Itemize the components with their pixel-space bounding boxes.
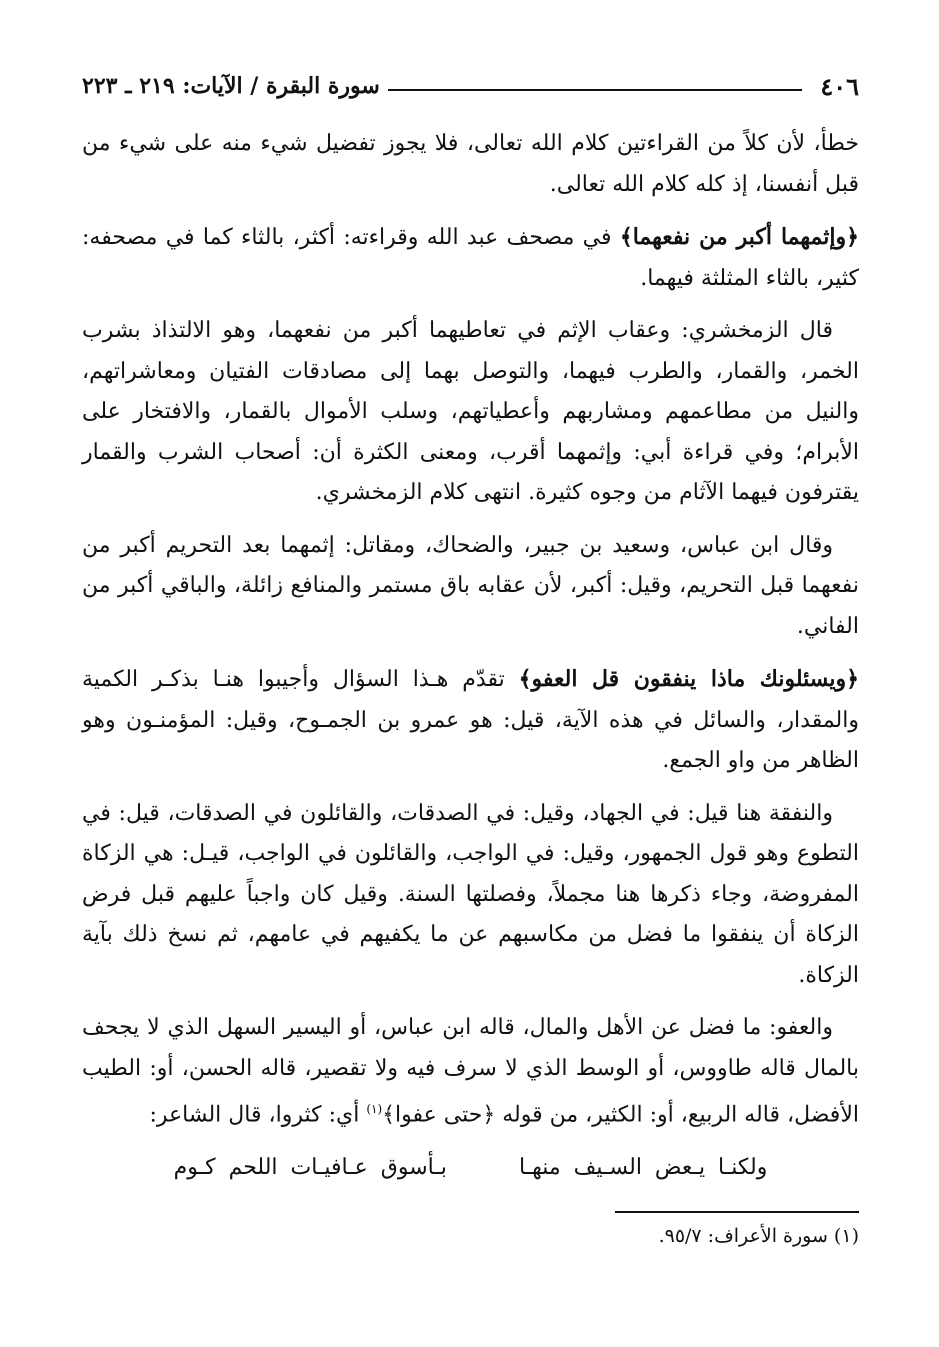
paragraph-text: أي: كثروا، قال الشاعر:	[149, 1102, 367, 1128]
running-head: سورة البقرة / الآيات: ٢١٩ ـ ٢٢٣	[82, 73, 380, 99]
paragraph-5	[82, 659, 859, 782]
paragraph-7	[82, 1008, 859, 1136]
footnote-rule	[615, 1211, 859, 1213]
page-number: ٤٠٦	[820, 71, 859, 101]
verse-second-hemistich: بـأسوق عـافيـات اللحم كـوم	[173, 1154, 447, 1180]
page-body	[82, 124, 859, 1188]
verse-first-hemistich: ولكنـا يـعض السـيف منهـا	[518, 1154, 768, 1180]
header-rule	[388, 89, 802, 91]
paragraph-1: خطأ، لأن كلاً من القراءتين كلام الله تعالى، فلا يجوز تفضيل شيء منه على شيء من قبل أنفسنا، إذ كله كلام الله تعالى.	[82, 131, 859, 197]
page-header	[82, 68, 859, 104]
footnote: (١) سورة الأعراف: ٩٥/٧.	[658, 1225, 859, 1247]
poetry-verse	[82, 1148, 859, 1188]
quran-quote: ﴿وإثمهما أكبر من نفعهما﴾	[619, 224, 859, 250]
paragraph-4: وقال ابن عباس، وسعيد بن جبير، والضحاك، ومقاتل: إثمهما بعد التحريم أكبر من نفعهما قبل التحريم، وقيل: أكبر، لأن عقابه باق مستمر والمنافع زائلة، والباقي أكبر من الفاني.	[82, 532, 859, 639]
paragraph-2	[82, 217, 859, 299]
paragraph-text: والعفو: ما فضل عن الأهل والمال، قاله ابن عباس، أو اليسير السهل الذي لا يجحف بالمال قاله طاووس، أو الوسط الذي لا سرف فيه ولا تقصير، قاله الحسن، أو: الطيب الأفضل، قاله الربيع، أو: الكثير، من قوله	[82, 1015, 859, 1128]
paragraph-3: قال الزمخشري: وعقاب الإثم في تعاطيهما أكبر من نفعهما، وهو الالتذاذ بشرب الخمر، والقمار، والطرب فيهما، والتوصل بهما إلى مصادقات الفتيان ومعاشراتهم، والنيل من مطاعمهم ومشاربهم وأعطياتهم، وسلب الأموال بالقمار، والافتخار على الأبرام؛ وفي قراءة أبي: وإثمهما أقرب، ومعنى الكثرة أن: أصحاب الشرب والقمار يقترفون فيهما الآثام من وجوه كثيرة. انتهى كلام الزمخشري.	[82, 318, 859, 505]
footnote-marker: (١)	[366, 1102, 383, 1116]
paragraph-text: في مصحف عبد الله وقراءته: أكثر، بالثاء كما في مصحفه: كثير، بالثاء المثلثة فيهما.	[82, 225, 859, 291]
paragraph-text: تقدّم هـذا السؤال وأجيبوا هنـا بذكـر الكمية والمقدار، والسائل في هذه الآية، قيل: هو عمرو بن الجمـوح، وقيل: المؤمنـون وهو الظاهر من واو الجمع.	[82, 667, 859, 773]
quran-quote: ﴿ويسئلونك ماذا ينفقون قل العفو﴾	[518, 666, 860, 692]
paragraph-6: والنفقة هنا قيل: في الجهاد، وقيل: في الصدقات، والقائلون في الصدقات، قيل: في التطوع وهو قول الجمهور، وقيل: في الواجب، والقائلون في الواجب، قيـل: هي الزكاة المفروضة، وجاء ذكرها هنا مجملاً، وفصلتها السنة. وقيل كان واجباً عليهم قبل فرض الزكاة أن ينفقوا ما فضل من مكاسبهم عن ما يكفيهم في عامهم، ثم نسخ ذلك بآية الزكاة.	[82, 800, 859, 988]
quran-quote: ﴿حتى عفوا﴾	[382, 1102, 496, 1128]
